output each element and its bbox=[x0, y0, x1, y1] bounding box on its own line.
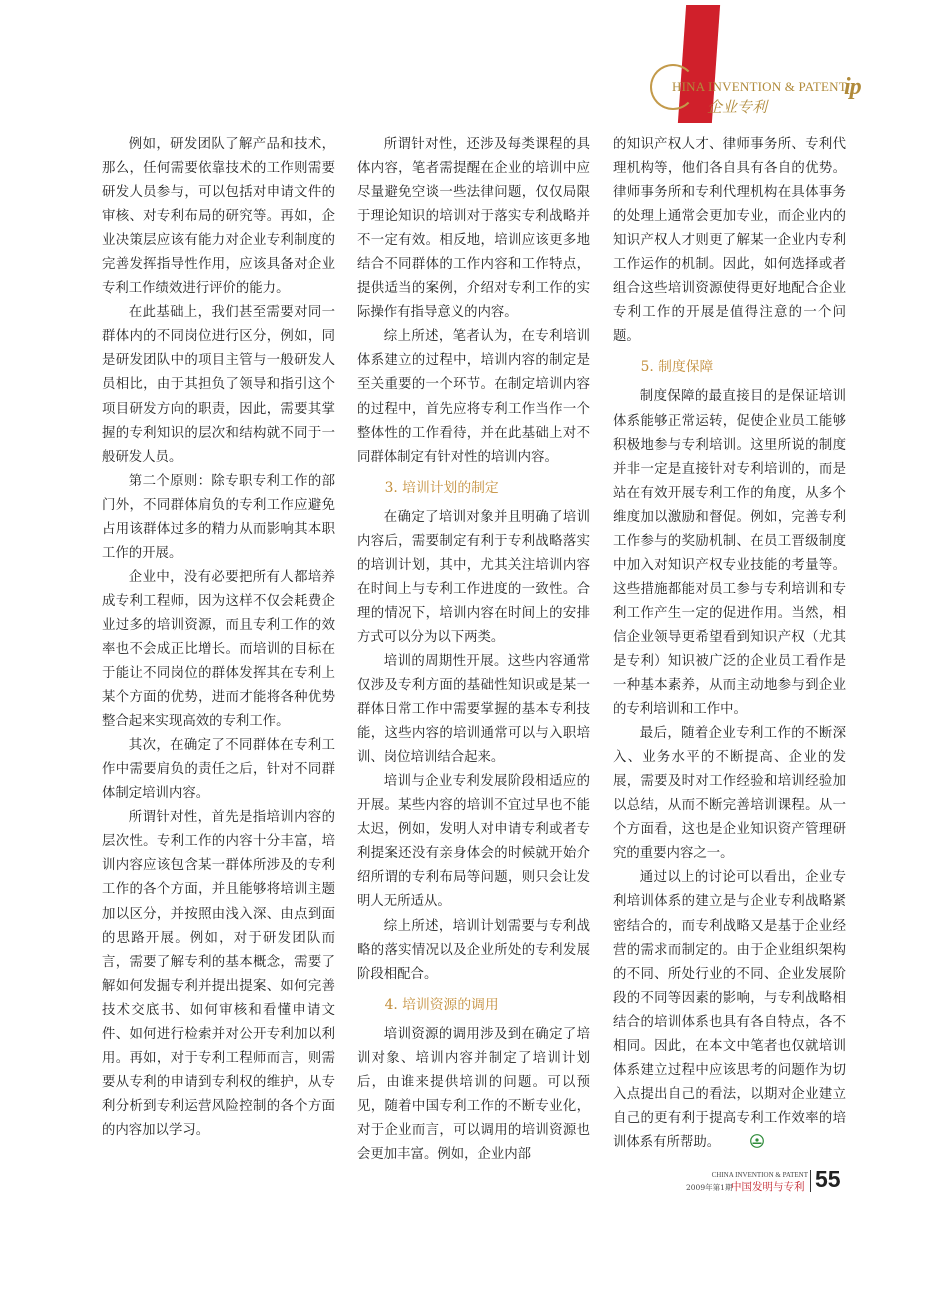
brand-ip-mark: ip bbox=[844, 74, 861, 100]
footer-magazine-name: 中国发明与专利 bbox=[731, 1181, 805, 1193]
paragraph: 培训资源的调用涉及到在确定了培训对象、培训内容并制定了培训计划后，由谁来提供培训的问题。可以预见，随着中国专利工作的不断专业化，对于企业而言，可以调用的培训资源也会更加丰富。例如，企业内部 bbox=[357, 1026, 590, 1162]
footer-divider bbox=[810, 1170, 811, 1192]
article-end-icon bbox=[723, 1133, 737, 1147]
paragraph: 所谓针对性，首先是指培训内容的层次性。专利工作的内容十分丰富，培训内容应该包含某一群体所涉及的专利工作的各个方面，并且能够将培训主题加以区分，并按照由浅入深、由点到面的思路开展。例如，对于研发团队而言，需要了解专利的基本概念，需要了解如何发掘专利并提出提案、如何完善技术交底书、如何审核和看懂申请文件、如何进行检索并对公开专利加以利用。再如，对于专利工程师而言，则需要从专利的申请到专利权的维护，从专利分析到专利运营风险控制的各个方面的内容加以学习。 bbox=[102, 810, 335, 1138]
paragraph: 在此基础上，我们甚至需要对同一群体内的不同岗位进行区分，例如，同是研发团队中的项目主管与一般研发人员相比，由于其担负了领导和指引这个项目研发方向的职责，因此，需要其掌握的专利知识的层次和结构就不同于一般研发人员。 bbox=[102, 305, 335, 465]
paragraph: 制度保障的最直接目的是保证培训体系能够正常运转，促使企业员工能够积极地参与专利培训。这里所说的制度并非一定是直接针对专利培训的，而是站在有效开展专利工作的角度，从多个维度加以激励和督促。例如，完善专利工作参与的奖励机制、在员工晋级制度中加入对知识产权专业技能的考量等。这些措施都能对员工参与专利培训和专利工作产生一定的促进作用。当然，相信企业领导更希望看到知识产权（尤其是专利）知识被广泛的企业员工看作是一种基本素养，从而主动地参与到企业的专利培训和工作中。 bbox=[613, 389, 846, 718]
paragraph: 综上所述，笔者认为，在专利培训体系建立的过程中，培训内容的制定是至关重要的一个环节。在制定培训内容的过程中，首先应将专利工作当作一个整体性的工作看待，并在此基础上对不同群体制定有针对性的培训内容。 bbox=[357, 329, 590, 465]
subheading-training-plan: 3. 培训计划的制定 bbox=[384, 479, 499, 496]
paragraph: 其次，在确定了不同群体在专利工作中需要肩负的责任之后，针对不同群体制定培训内容。 bbox=[102, 738, 335, 802]
paragraph: 综上所述，培训计划需要与专利战略的落实情况以及企业所处的专利发展阶段相配合。 bbox=[357, 918, 590, 982]
page-number: 55 bbox=[815, 1166, 841, 1192]
paragraph: 所谓针对性，还涉及每类课程的具体内容，笔者需提醒在企业的培训中应尽量避免空谈一些法律问题，仅仅局限于理论知识的培训对于落实专利战略并不一定有效。相反地，培训应该更多地结合不同群体的工作内容和工作特点，提供适当的案例，介绍对专利工作的实际操作有指导意义的内容。 bbox=[357, 137, 590, 321]
paragraph: 企业中，没有必要把所有人都培养成专利工程师，因为这样不仅会耗费企业过多的培训资源，而且专利工作的效率也不会成正比增长。而培训的目标在于能让不同岗位的群体发挥其在专利上某个方面的优势，进而才能将各种优势整合起来实现高效的专利工作。 bbox=[102, 569, 335, 730]
paragraph: 培训的周期性开展。这些内容通常仅涉及专利方面的基础性知识或是某一群体日常工作中需要掌握的基本专利技能，这些内容的培训通常可以与入职培训、岗位培训结合起来。 bbox=[357, 653, 590, 766]
text-column-3 bbox=[613, 133, 846, 1155]
paragraph: 例如，研发团队了解产品和技术，那么，任何需要依靠技术的工作则需要研发人员参与，可以包括对申请文件的审核、对专利布局的研究等。再如，企业决策层应该有能力对企业专利制度的完善发挥指导性作用，应该具备对企业专利工作绩效进行评价的能力。 bbox=[102, 137, 335, 297]
paragraph: 最后，随着企业专利工作的不断深入、业务水平的不断提高、企业的发展，需要及时对工作经验和培训经验加以总结，从而不断完善培训课程。从一个方面看，这也是企业知识资产管理研究的重要内容之一。 bbox=[613, 726, 846, 862]
section-title: 企业专利 bbox=[707, 98, 768, 116]
paragraph-final-text: 通过以上的讨论可以看出，企业专利培训体系的建立是与企业专利战略紧密结合的，而专利战略又是基于企业经营的需求而制定的。由于企业组织架构的不同、所处行业的不同、企业发展阶段的不同等因素的影响，与专利战略相结合的培训体系也具有各自特点，各不相同。因此，在本文中笔者也仅就培训体系建立过程中应该思考的问题作为切入点提出自己的看法，以期对企业建立自己的更有利于提高专利工作效率的培训体系有所帮助。 bbox=[613, 870, 846, 1150]
paragraph: 第二个原则：除专职专利工作的部门外，不同群体肩负的专利工作应避免占用该群体过多的精力从而影响其本职工作的开展。 bbox=[102, 473, 335, 561]
brand-name-en: HINA INVENTION & PATENT bbox=[672, 79, 847, 94]
paragraph: 在确定了培训对象并且明确了培训内容后，需要制定有利于专利战略落实的培训计划，其中，尤其关注培训内容在时间上与专利工作进度的一致性。合理的情况下，培训内容在时间上的安排方式可以分为以下两类。 bbox=[357, 509, 590, 645]
paragraph: 培训与企业专利发展阶段相适应的开展。某些内容的培训不宜过早也不能太迟，例如，发明人对申请专利或者专利提案还没有亲身体会的时候就开始介绍所谓的专利布局等问题，则只会让发明人无所适从。 bbox=[357, 774, 590, 910]
subheading-training-resources: 4. 培训资源的调用 bbox=[384, 996, 499, 1013]
text-column-1 bbox=[102, 133, 335, 1143]
footer-brand-en: CHINA INVENTION & PATENT bbox=[711, 1171, 808, 1179]
subheading-system-guarantee: 5. 制度保障 bbox=[640, 359, 714, 376]
paragraph-final bbox=[613, 866, 846, 1155]
text-column-2 bbox=[357, 133, 590, 1167]
paragraph: 的知识产权人才、律师事务所、专利代理机构等，他们各自具有各自的优势。律师事务所和专利代理机构在具体事务的处理上通常会更加专业，而企业内的知识产权人才则更了解某一企业内专利工作运作的机制。因此，如何选择或者组合这些培训资源使得更好地配合企业专利工作的开展是值得注意的一个问题。 bbox=[613, 137, 846, 345]
footer-issue: 2009年第1期 bbox=[686, 1183, 733, 1192]
